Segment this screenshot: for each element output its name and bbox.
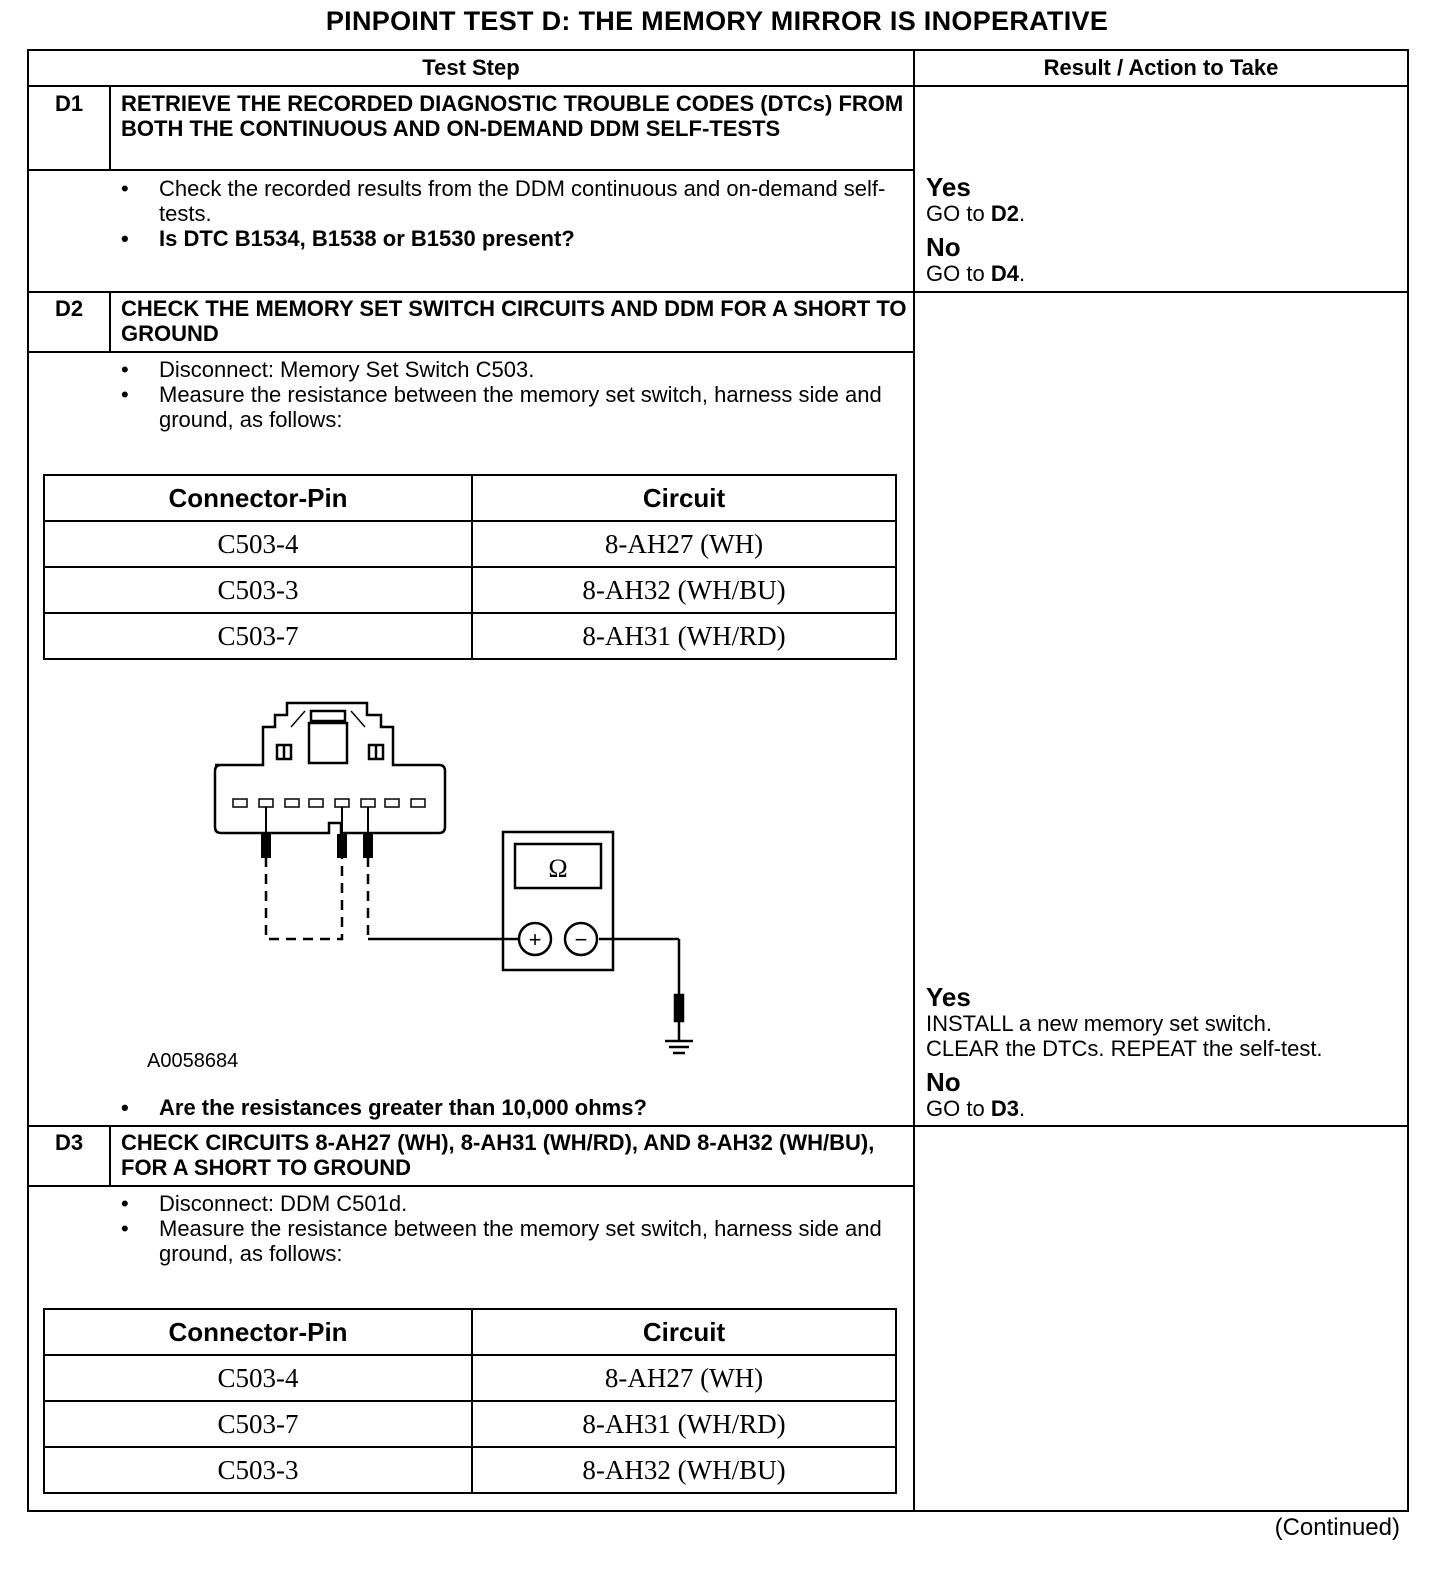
goto-d2: D2	[990, 201, 1019, 226]
step-d3-bullet: • Measure the resistance between the memory set switch, harness side and ground, as follows:	[119, 1216, 909, 1266]
table-header-row	[44, 1309, 896, 1355]
step-d2-question-list	[119, 1095, 909, 1120]
step-d1-result	[926, 174, 1396, 286]
header-result: Result / Action to Take	[1043, 55, 1279, 80]
cell-circuit: 8-AH31 (WH/RD)	[472, 613, 896, 659]
cell-connector-pin: C503-7	[44, 613, 472, 659]
yes-action: GO to D2.	[926, 201, 1026, 226]
column-divider	[913, 51, 915, 1510]
step-d2-bullet: • Measure the resistance between the memory set switch, harness side and ground, as follows:	[119, 382, 909, 432]
step-d3-title: CHECK CIRCUITS 8-AH27 (WH), 8-AH31 (WH/RD), AND 8-AH32 (WH/BU), FOR A SHORT TO GROUND	[121, 1130, 875, 1180]
cell-circuit: 8-AH31 (WH/RD)	[472, 1401, 896, 1447]
cell-circuit: 8-AH27 (WH)	[472, 521, 896, 567]
header-test-step: Test Step	[422, 55, 520, 80]
cell-circuit: 8-AH27 (WH)	[472, 1355, 896, 1401]
yes-action-line: INSTALL a new memory set switch.	[926, 1011, 1272, 1036]
step-d2-question: • Are the resistances greater than 10,000 ohms?	[119, 1095, 909, 1120]
step-d3-id: D3	[54, 1130, 84, 1155]
minus-terminal: −	[574, 927, 588, 952]
step-d3-bullets	[119, 1191, 909, 1266]
step-d1-id: D1	[54, 91, 84, 116]
cell-connector-pin: C503-4	[44, 521, 472, 567]
yes-label: Yes	[926, 172, 971, 202]
yes-label: Yes	[926, 982, 971, 1012]
table-row	[44, 1447, 896, 1493]
col-connector-pin: Connector-Pin	[44, 1309, 472, 1355]
step-d1-question: • Is DTC B1534, B1538 or B1530 present?	[119, 226, 909, 251]
step-d3-title-divider	[29, 1185, 913, 1187]
row-divider-d2	[29, 1125, 1407, 1127]
yes-action-line: CLEAR the DTCs. REPEAT the self-test.	[926, 1036, 1323, 1061]
no-label: No	[926, 232, 961, 262]
connector-ohmmeter-diagram	[29, 51, 913, 1510]
page-title: PINPOINT TEST D: THE MEMORY MIRROR IS INOPERATIVE	[325, 6, 1109, 36]
step-d3-id-divider	[109, 1127, 111, 1187]
step-d2-title: CHECK THE MEMORY SET SWITCH CIRCUITS AND DDM FOR A SHORT TO GROUND	[121, 296, 907, 346]
step-d3-bullet: • Disconnect: DDM C501d.	[119, 1191, 909, 1216]
no-action: GO to D3.	[926, 1096, 1026, 1121]
goto-d4: D4	[990, 261, 1019, 286]
table-row	[44, 1401, 896, 1447]
cell-connector-pin: C503-7	[44, 1401, 472, 1447]
col-circuit: Circuit	[472, 1309, 896, 1355]
figure-id: A0058684	[147, 1050, 239, 1072]
continued-note: (Continued)	[1274, 1514, 1400, 1541]
goto-d3: D3	[990, 1096, 1019, 1121]
step-d2-result	[926, 984, 1396, 1121]
step-d3-pin-table	[43, 1308, 897, 1494]
cell-connector-pin: C503-3	[44, 567, 472, 613]
step-d2-id: D2	[54, 296, 84, 321]
step-d1-title: RETRIEVE THE RECORDED DIAGNOSTIC TROUBLE CODES (DTCs) FROM BOTH THE CONTINUOUS AND ON-DEMAND DDM SELF-TESTS	[121, 91, 904, 141]
test-leads	[266, 857, 679, 995]
step-d1-bullet: • Check the recorded results from the DDM continuous and on-demand self-tests.	[119, 176, 909, 226]
table-row	[44, 1355, 896, 1401]
step-d2-bullet: • Disconnect: Memory Set Switch C503.	[119, 357, 909, 382]
col-circuit: Circuit	[472, 475, 896, 521]
pinpoint-test-table	[27, 49, 1409, 1512]
cell-circuit: 8-AH32 (WH/BU)	[472, 567, 896, 613]
no-label: No	[926, 1067, 961, 1097]
col-connector-pin: Connector-Pin	[44, 475, 472, 521]
connector-icon	[215, 703, 445, 833]
cell-circuit: 8-AH32 (WH/BU)	[472, 1447, 896, 1493]
no-action: GO to D4.	[926, 261, 1026, 286]
plus-terminal: +	[528, 927, 542, 952]
ohm-symbol: Ω	[548, 854, 568, 883]
ohmmeter-icon	[503, 832, 613, 970]
cell-connector-pin: C503-3	[44, 1447, 472, 1493]
ground-icon	[665, 995, 693, 1053]
cell-connector-pin: C503-4	[44, 1355, 472, 1401]
